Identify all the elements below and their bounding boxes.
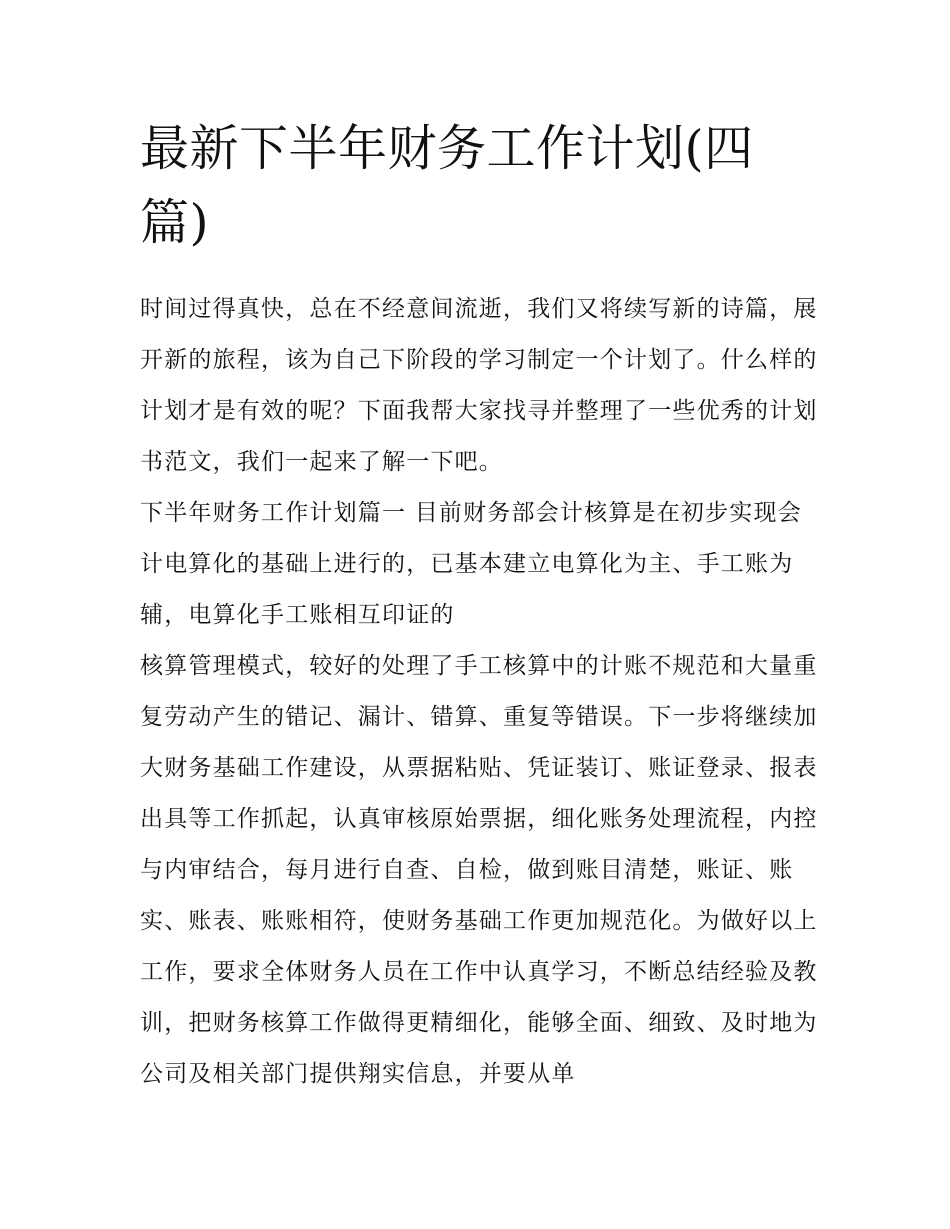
section-one-paragraph: 下半年财务工作计划篇一 目前财务部会计核算是在初步实现会计电算化的基础上进行的，已基本建立电算化为主、手工账为辅，电算化手工账相互印证的: [140, 500, 802, 628]
document-title: 最新下半年财务工作计划(四篇): [140, 120, 754, 251]
document-content: [140, 112, 820, 1100]
intro-paragraph: 时间过得真快，总在不经意间流逝，我们又将续写新的诗篇，展开新的旅程，该为自己下阶段的学习制定一个计划了。什么样的计划才是有效的呢？下面我帮大家找寻并整理了一些优秀的计划书范文，我们一起来了解一下吧。: [140, 296, 818, 475]
body-paragraph: 核算管理模式，较好的处理了手工核算中的计账不规范和大量重复劳动产生的错记、漏计、错算、重复等错误。下一步将继续加大财务基础工作建设，从票据粘贴、凭证装订、账证登录、报表出具等工作抓起，认真审核原始票据，细化账务处理流程，内控与内审结合，每月进行自查、自检，做到账目清楚，账证、账实、账表、账账相符，使财务基础工作更加规范化。为做好以上工作，要求全体财务人员在工作中认真学习，不断总结经验及教训，把财务核算工作做得更精细化，能够全面、细致、及时地为公司及相关部门提供翔实信息，并要从单: [140, 653, 818, 1087]
